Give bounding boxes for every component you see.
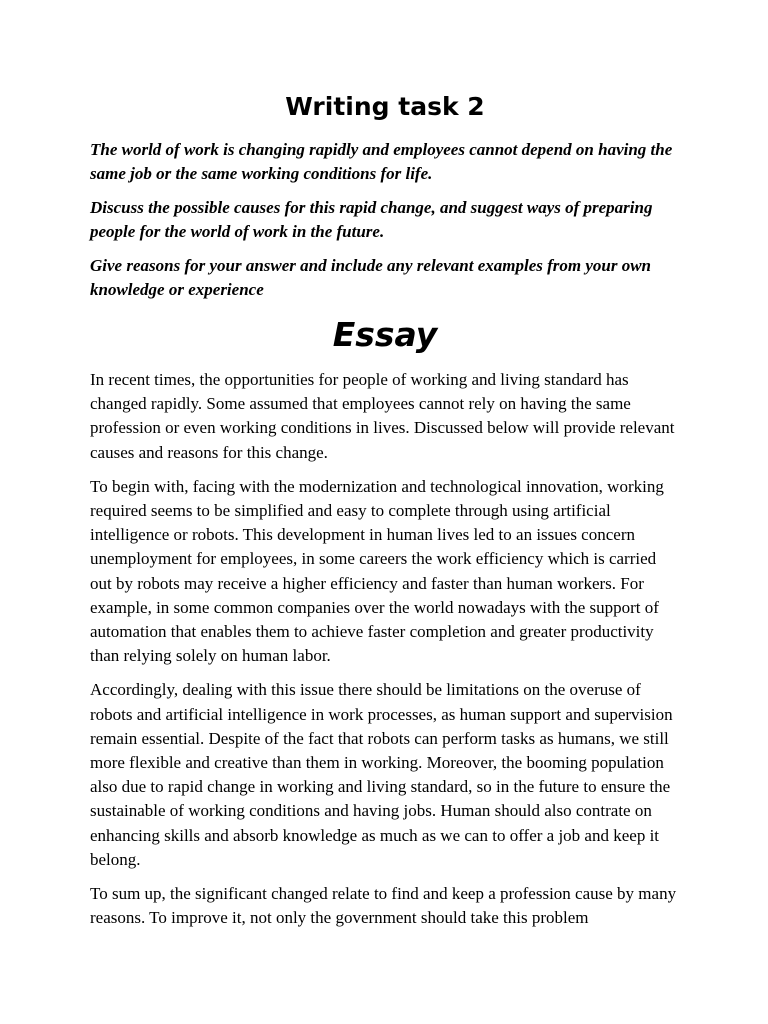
essay-paragraph-solutions: Accordingly, dealing with this issue there should be limitations on the overuse of robots and artificial intelligence in work processes, as human support and supervision remain essential. Despite of the fact that robots can perform tasks as humans, we still more flexible and creative than them in working. Moreover, the booming population also due to rapid change in working and living standard, so in the future to ensure the sustainable of working conditions and having jobs. Human should also contrate on enhancing skills and absorb knowledge as much as we can to offer a job and keep it belong. xyxy=(90,680,673,869)
essay-paragraph-causes: To begin with, facing with the modernization and technological innovation, working required seems to be simplified and easy to complete through using artificial intelligence or robots. This development in human lives led to an issues concern unemployment for employees, in some careers the work efficiency which is carried out by robots may receive a higher efficiency and faster than human workers. For example, in some common companies over the world nowadays with the support of automation that enables them to achieve faster completion and greater productivity than relying solely on human labor. xyxy=(90,476,664,666)
prompt-instruction: Give reasons for your answer and include any relevant examples from your own knowledge or experience xyxy=(90,256,652,299)
document-page xyxy=(90,88,680,940)
essay-paragraph-conclusion: To sum up, the significant changed relate to find and keep a profession cause by many reasons. To improve it, not only the government should take this problem xyxy=(90,884,677,928)
essay-paragraph-intro: In recent times, the opportunities for people of working and living standard has changed rapidly. Some assumed that employees cannot rely on having the same profession or even working conditions in lives. Discussed below will provide relevant causes and reasons for this change. xyxy=(90,370,675,462)
prompt-question: Discuss the possible causes for this rapid change, and suggest ways of preparing people for the world of work in the future. xyxy=(90,198,653,241)
essay-title: Essay xyxy=(332,315,438,354)
task-title: Writing task 2 xyxy=(285,92,485,121)
prompt-statement: The world of work is changing rapidly and employees cannot depend on having the same job or the same working conditions for life. xyxy=(90,140,673,183)
